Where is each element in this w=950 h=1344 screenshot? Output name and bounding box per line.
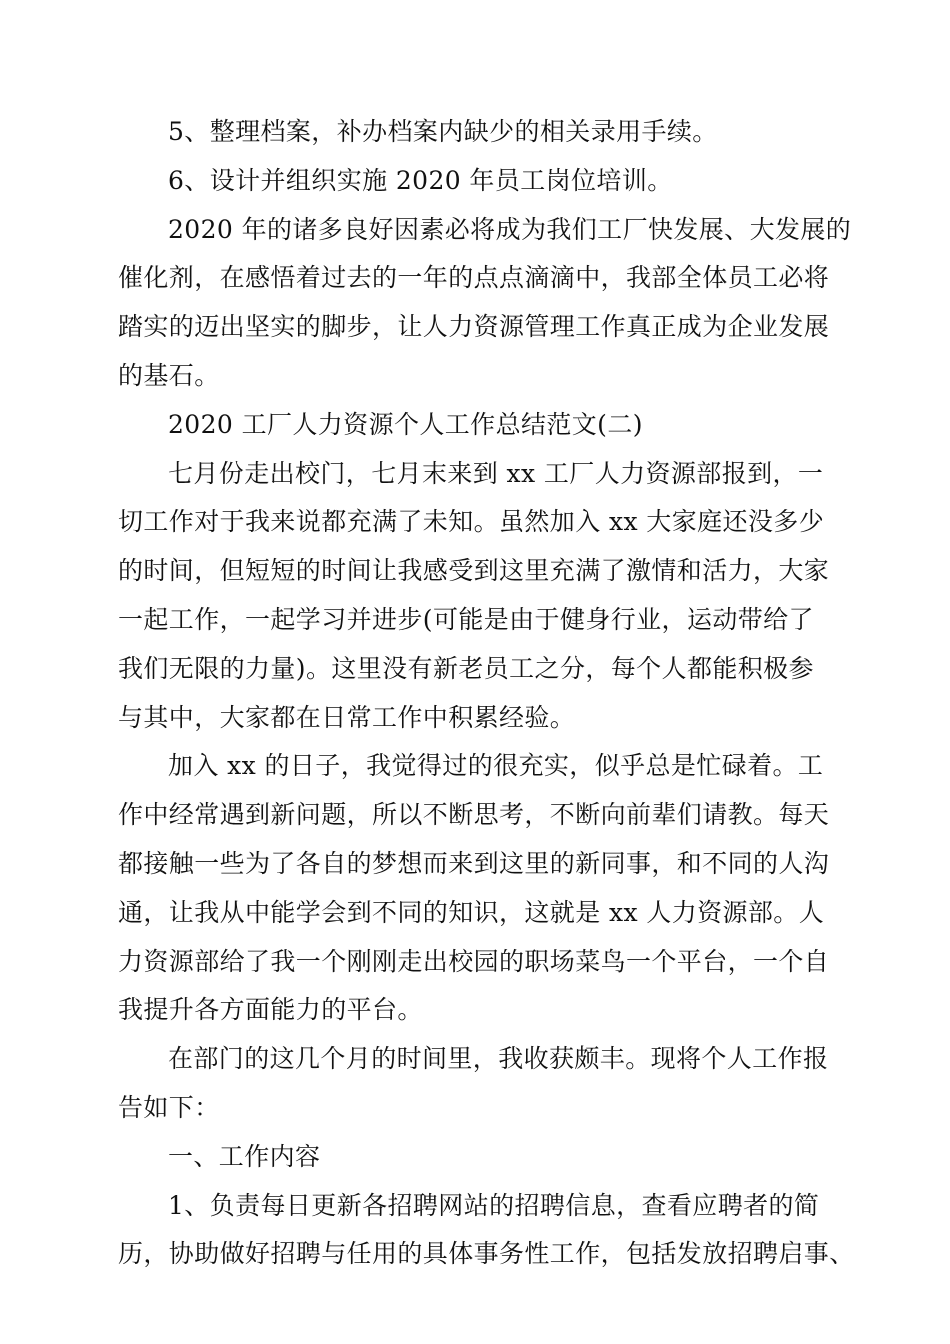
- text-line: 一起工作，一起学习并进步(可能是由于健身行业，运动带给了: [118, 604, 814, 634]
- text-line: 都接触一些为了各自的梦想而来到这里的新同事，和不同的人沟: [118, 848, 830, 878]
- document-body: [118, 108, 855, 1279]
- text-line: 力资源部给了我一个刚刚走出校园的职场菜鸟一个平台，一个自: [118, 946, 830, 976]
- text-line: 告如下：: [118, 1092, 220, 1122]
- text-line: 1、负责每日更新各招聘网站的招聘信息，查看应聘者的简: [168, 1190, 820, 1220]
- text-line: 在部门的这几个月的时间里，我收获颇丰。现将个人工作报: [168, 1044, 829, 1074]
- text-line: 作中经常遇到新问题，所以不断思考，不断向前辈们请教。每天: [118, 800, 830, 830]
- text-line: 七月份走出校门，七月末来到 xx 工厂人力资源部报到，一: [168, 458, 824, 488]
- text-line: 加入 xx 的日子，我觉得过的很充实，似乎总是忙碌着。工: [168, 751, 824, 781]
- text-line: 的基石。: [118, 360, 220, 390]
- text-line: 的时间，但短短的时间让我感受到这里充满了激情和活力，大家: [118, 556, 830, 586]
- section-title: 2020 工厂人力资源个人工作总结范文(二): [168, 409, 643, 439]
- text-line: 切工作对于我来说都充满了未知。虽然加入 xx 大家庭还没多少: [118, 507, 825, 537]
- text-line: 催化剂，在感悟着过去的一年的点点滴滴中，我部全体员工必将: [118, 263, 830, 293]
- text-line: 历，协助做好招聘与任用的具体事务性工作，包括发放招聘启事、: [118, 1239, 855, 1269]
- text-line: 6、设计并组织实施 2020 年员工岗位培训。: [168, 165, 673, 195]
- text-line: 我们无限的力量)。这里没有新老员工之分，每个人都能积极参: [118, 653, 814, 683]
- text-line: 踏实的迈出坚实的脚步，让人力资源管理工作真正成为企业发展: [118, 312, 830, 342]
- section-heading: 一、工作内容: [168, 1141, 321, 1171]
- text-line: 通，让我从中能学会到不同的知识，这就是 xx 人力资源部。人: [118, 897, 825, 927]
- text-line: 我提升各方面能力的平台。: [118, 995, 423, 1025]
- text-line: 5、整理档案，补办档案内缺少的相关录用手续。: [168, 117, 718, 146]
- text-line: 2020 年的诸多良好因素必将成为我们工厂快发展、大发展的: [168, 214, 852, 244]
- text-line: 与其中，大家都在日常工作中积累经验。: [118, 702, 576, 732]
